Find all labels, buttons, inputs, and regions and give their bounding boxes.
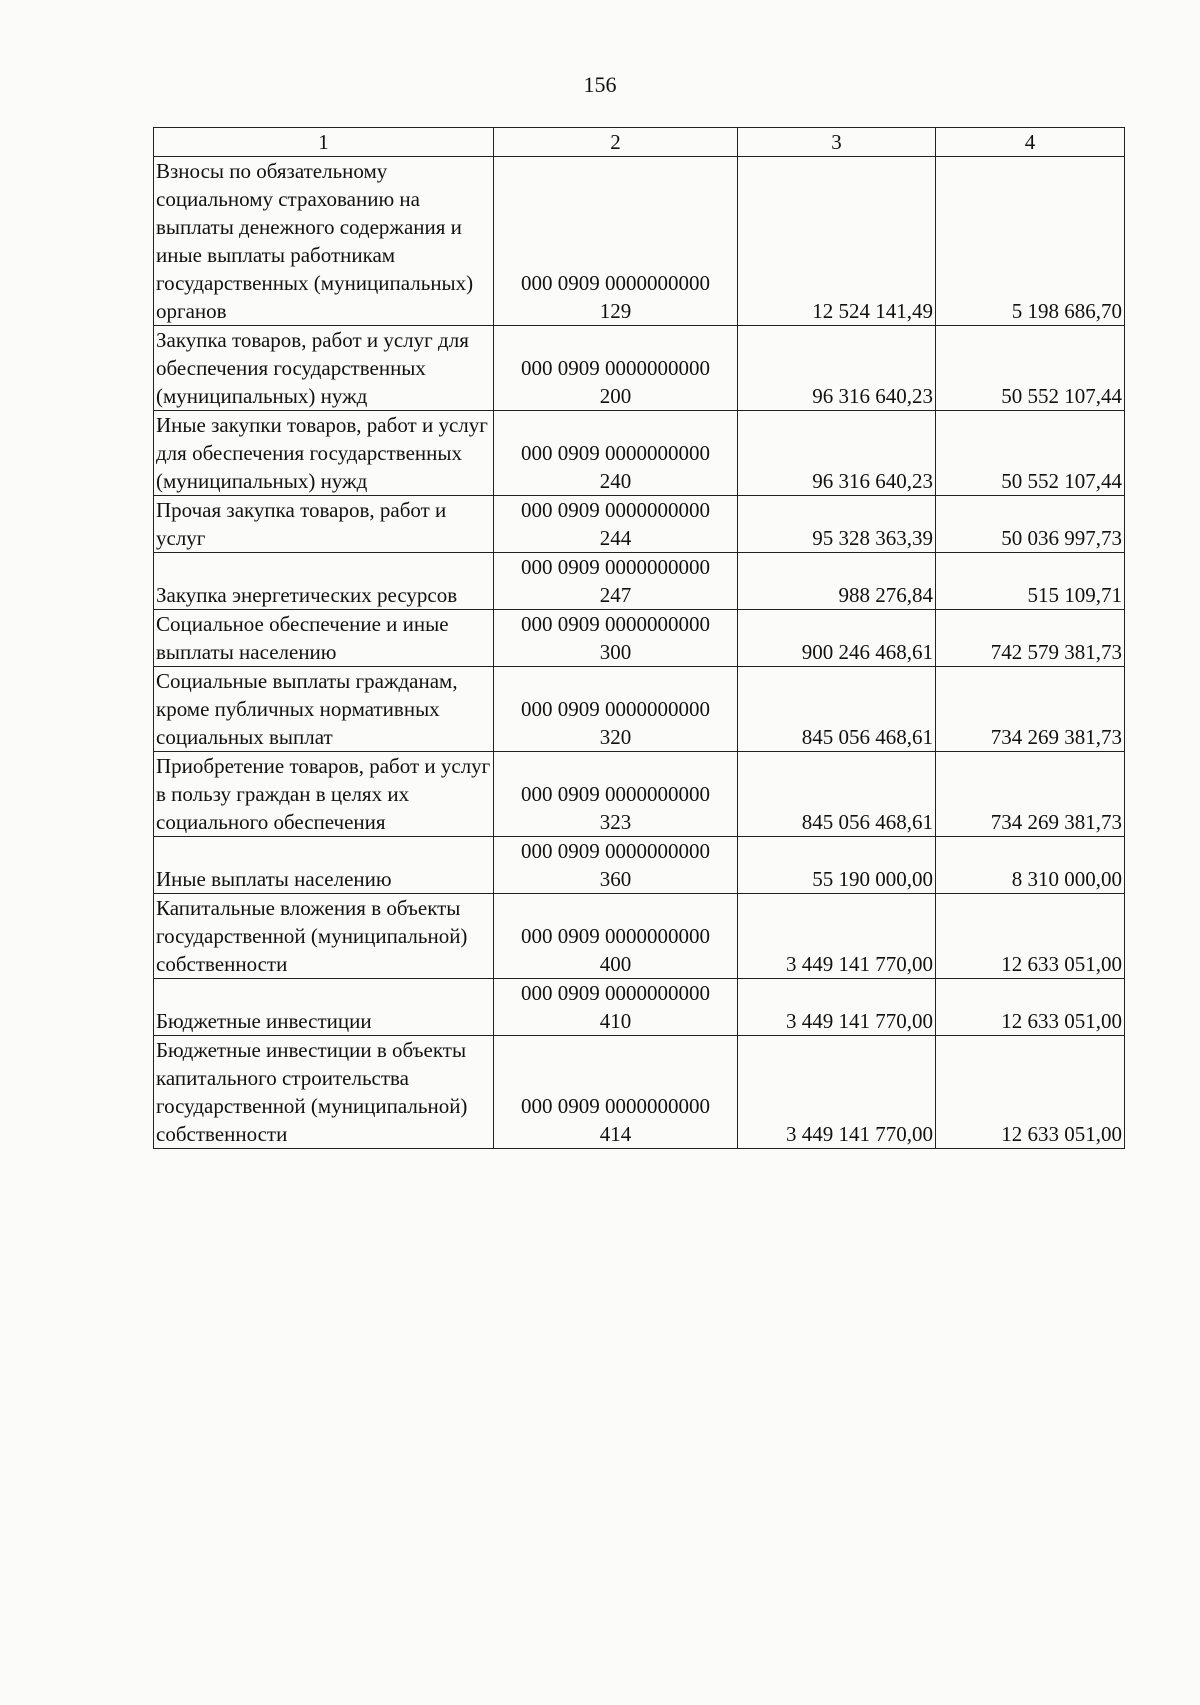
- row-code-prefix: 000 0909 0000000000: [521, 697, 710, 721]
- row-value-col3: 3 449 141 770,00: [738, 1036, 936, 1149]
- row-value-col3: 845 056 468,61: [738, 752, 936, 837]
- row-name: Бюджетные инвестиции: [154, 979, 494, 1036]
- table-row: [154, 979, 1125, 1036]
- row-value-col4: 734 269 381,73: [936, 752, 1125, 837]
- row-code-suffix: 320: [599, 725, 632, 749]
- table-row: [154, 894, 1125, 979]
- row-code-suffix: 244: [599, 526, 632, 550]
- row-name: Взносы по обязательному социальному страхованию на выплаты денежного содержания и иные выплаты работникам государственных (муниципальных) органов: [154, 157, 494, 326]
- table-row: [154, 667, 1125, 752]
- row-code-prefix: 000 0909 0000000000: [521, 1094, 710, 1118]
- table-row: [154, 411, 1125, 496]
- row-code: [494, 157, 738, 326]
- table-row: [154, 837, 1125, 894]
- row-value-col4: 734 269 381,73: [936, 667, 1125, 752]
- column-header-2: 2: [494, 128, 738, 157]
- table-row: [154, 1036, 1125, 1149]
- row-value-col4: 12 633 051,00: [936, 979, 1125, 1036]
- row-value-col4: 50 552 107,44: [936, 326, 1125, 411]
- row-code-prefix: 000 0909 0000000000: [521, 839, 710, 863]
- row-name: Бюджетные инвестиции в объекты капитального строительства государственной (муниципальной) собственности: [154, 1036, 494, 1149]
- row-code-suffix: 129: [599, 299, 632, 323]
- row-value-col3: 96 316 640,23: [738, 411, 936, 496]
- row-code: [494, 837, 738, 894]
- row-name: Прочая закупка товаров, работ и услуг: [154, 496, 494, 553]
- table-row: [154, 610, 1125, 667]
- row-name: Социальное обеспечение и иные выплаты населению: [154, 610, 494, 667]
- row-code: [494, 610, 738, 667]
- row-value-col3: 96 316 640,23: [738, 326, 936, 411]
- budget-table: [153, 127, 1125, 1149]
- row-code: [494, 326, 738, 411]
- row-name: Приобретение товаров, работ и услуг в пользу граждан в целях их социального обеспечения: [154, 752, 494, 837]
- row-code: [494, 553, 738, 610]
- row-code-suffix: 200: [599, 384, 632, 408]
- row-name: Закупка энергетических ресурсов: [154, 553, 494, 610]
- table-row: [154, 326, 1125, 411]
- column-header-1: 1: [154, 128, 494, 157]
- page-number: 156: [583, 72, 617, 97]
- row-value-col4: 8 310 000,00: [936, 837, 1125, 894]
- row-value-col3: 845 056 468,61: [738, 667, 936, 752]
- table-header-row: [154, 128, 1125, 157]
- row-code-suffix: 323: [599, 810, 632, 834]
- row-name: Иные закупки товаров, работ и услуг для обеспечения государственных (муниципальных) нужд: [154, 411, 494, 496]
- row-code-suffix: 410: [599, 1009, 632, 1033]
- row-code-prefix: 000 0909 0000000000: [521, 981, 710, 1005]
- row-code: [494, 1036, 738, 1149]
- table-row: [154, 553, 1125, 610]
- row-code-prefix: 000 0909 0000000000: [521, 782, 710, 806]
- row-name: Капитальные вложения в объекты государственной (муниципальной) собственности: [154, 894, 494, 979]
- row-code: [494, 667, 738, 752]
- row-value-col3: 12 524 141,49: [738, 157, 936, 326]
- row-code: [494, 752, 738, 837]
- row-value-col4: 50 552 107,44: [936, 411, 1125, 496]
- row-code: [494, 979, 738, 1036]
- row-value-col4: 12 633 051,00: [936, 894, 1125, 979]
- row-code-suffix: 240: [599, 469, 632, 493]
- column-header-3: 3: [738, 128, 936, 157]
- row-code: [494, 496, 738, 553]
- row-code-suffix: 247: [599, 583, 632, 607]
- row-name: Социальные выплаты гражданам, кроме публичных нормативных социальных выплат: [154, 667, 494, 752]
- row-code-suffix: 400: [599, 952, 632, 976]
- row-value-col3: 3 449 141 770,00: [738, 979, 936, 1036]
- column-header-4: 4: [936, 128, 1125, 157]
- table-row: [154, 157, 1125, 326]
- row-value-col4: 5 198 686,70: [936, 157, 1125, 326]
- row-code-suffix: 360: [599, 867, 632, 891]
- row-name: Иные выплаты населению: [154, 837, 494, 894]
- row-code-suffix: 300: [599, 640, 632, 664]
- row-code-prefix: 000 0909 0000000000: [521, 356, 710, 380]
- row-code-prefix: 000 0909 0000000000: [521, 924, 710, 948]
- row-code: [494, 411, 738, 496]
- row-code-prefix: 000 0909 0000000000: [521, 612, 710, 636]
- row-code-prefix: 000 0909 0000000000: [521, 441, 710, 465]
- table-row: [154, 752, 1125, 837]
- row-code-prefix: 000 0909 0000000000: [521, 498, 710, 522]
- row-code-prefix: 000 0909 0000000000: [521, 555, 710, 579]
- row-name: Закупка товаров, работ и услуг для обеспечения государственных (муниципальных) нужд: [154, 326, 494, 411]
- row-value-col3: 3 449 141 770,00: [738, 894, 936, 979]
- row-value-col3: 900 246 468,61: [738, 610, 936, 667]
- row-code: [494, 894, 738, 979]
- row-code-prefix: 000 0909 0000000000: [521, 271, 710, 295]
- row-value-col4: 12 633 051,00: [936, 1036, 1125, 1149]
- row-value-col3: 988 276,84: [738, 553, 936, 610]
- row-value-col3: 55 190 000,00: [738, 837, 936, 894]
- row-code-suffix: 414: [599, 1122, 632, 1146]
- table-row: [154, 496, 1125, 553]
- row-value-col4: 515 109,71: [936, 553, 1125, 610]
- row-value-col3: 95 328 363,39: [738, 496, 936, 553]
- row-value-col4: 742 579 381,73: [936, 610, 1125, 667]
- row-value-col4: 50 036 997,73: [936, 496, 1125, 553]
